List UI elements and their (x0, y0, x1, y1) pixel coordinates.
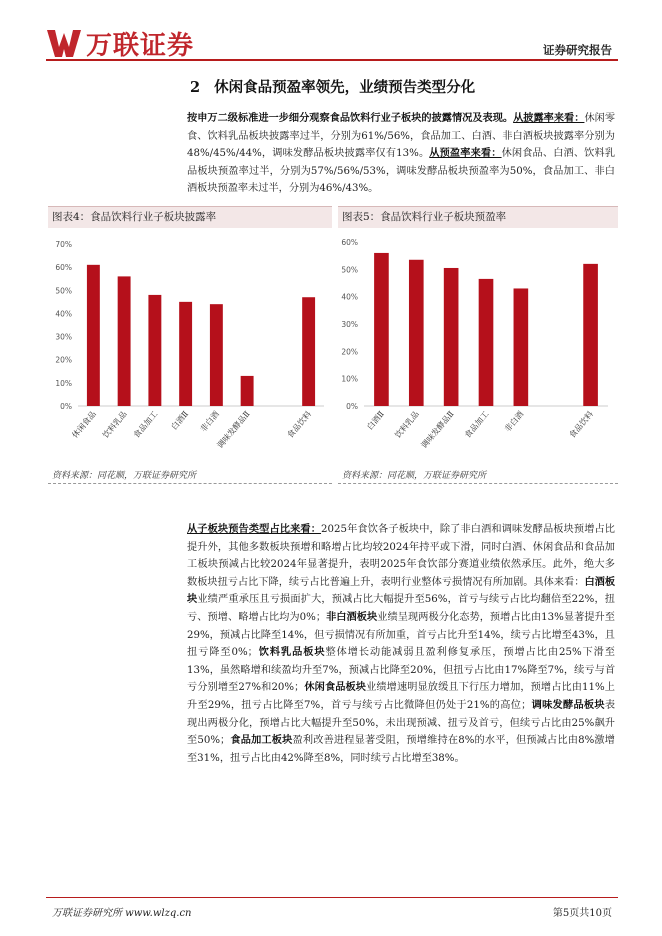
brand-name: 万联证券 (86, 30, 195, 61)
y-tick-label: 0% (346, 402, 358, 411)
bar (241, 376, 254, 406)
bar (444, 268, 459, 406)
chart-right-title: 图表5：食品饮料行业子板块预盈率 (338, 206, 618, 228)
bar (118, 276, 131, 406)
intro-paragraph (187, 110, 615, 198)
chart-left-source-rule (48, 483, 332, 484)
food-processing-text: 盈利改善进程显著受阻，预增维持在8%的水平，但预减占比由8%激增至31%，扭亏占比由42%降至8%，同时续亏占比增至38%。 (187, 735, 615, 764)
header-divider (46, 59, 618, 61)
x-tick-label: 饮料乳品 (101, 409, 129, 440)
y-tick-label: 60% (55, 263, 72, 273)
forecast-type-heading: 从子板块预告类型占比来看： (187, 523, 322, 535)
seasoning-text: 表现出两极分化，预增占比大幅提升至50%，未出现预减、扭亏及首亏，但续亏占比由25%飙升至50%； (187, 699, 616, 747)
bar (583, 264, 598, 406)
baijiu-text: 业绩严重承压且亏损面扩大，预减占比大幅提升至56%，首亏与续亏占比均翻倍至22%，扭亏、预增、略增占比均为0%； (187, 594, 615, 623)
x-tick-label: 休闲食品 (70, 409, 98, 440)
profit-heading: 从预盈率来看： (429, 147, 502, 160)
x-tick-label: 食品加工 (463, 409, 491, 440)
x-tick-label: 白酒Ⅱ (169, 409, 191, 432)
x-tick-label: 食品加工 (131, 409, 160, 440)
y-tick-label: 20% (55, 355, 72, 365)
section-title (190, 76, 475, 97)
profit-text: 休闲食品、白酒、饮料乳品板块预盈率过半，分别为57%/56%/53%，调味发酵品板块预盈率为50%，食品加工、非白酒板块预盈率未过半，分别为46%/43%。 (187, 148, 616, 195)
x-tick-label: 食品饮料 (285, 409, 314, 440)
y-tick-label: 40% (55, 309, 72, 319)
beverage-dairy-heading: 饮料乳品板块 (257, 646, 326, 659)
non-baijiu-heading: 非白酒板块 (326, 610, 378, 623)
y-tick-label: 0% (60, 402, 72, 411)
section-number: 2 (190, 79, 201, 96)
y-tick-label: 50% (55, 286, 72, 296)
chart-left-source: 资料来源：同花顺，万联证券研究所 (52, 471, 197, 481)
bar (479, 279, 494, 406)
forecast-type-paragraph (187, 521, 615, 767)
bar (374, 253, 389, 406)
non-baijiu-text: 业绩呈现两极分化态势，预增占比由13%显著提升至29%，预减占比降至14%，但亏损情况有所加重，首亏占比升至14%，续亏占比增至43%，且扭亏降至0%； (187, 611, 615, 659)
y-tick-label: 40% (341, 292, 358, 302)
y-tick-label: 60% (341, 238, 358, 247)
disclosure-text: 休闲零食、饮料乳品板块披露率过半，分别为61%/56%，食品加工、白酒、非白酒板块披露率分别为48%/45%/44%，调味发酵品板块披露率仅有13%。 (187, 113, 616, 160)
report-type-label: 证券研究报告 (543, 43, 612, 57)
y-tick-label: 10% (341, 374, 358, 384)
y-tick-label: 10% (55, 378, 72, 388)
bar (514, 288, 529, 406)
bar (210, 304, 223, 406)
bar (87, 265, 100, 406)
x-tick-label: 非白酒 (198, 409, 221, 434)
y-tick-label: 30% (55, 332, 72, 342)
y-tick-label: 20% (341, 347, 358, 357)
page-number: 第5页共10页 (552, 908, 612, 919)
forecast-type-text: 2025年食饮各子板块中，除了非白酒和调味发酵品板块预增占比提升外，其他多数板块预增和略增占比均较2024年持平或下滑，同时白酒、休闲食品和食品加工板块预减占比较2024年显著提升，表明2025年食饮部分赛道业绩依然承压。此外，绝大多数板块扭亏占比下降，续亏占比普遍上升，表明行业整体亏损情况有所加剧。具体来看： (187, 524, 615, 588)
x-tick-label: 调味发酵品Ⅱ (215, 409, 252, 451)
y-tick-label: 30% (341, 320, 358, 329)
y-tick-label: 70% (55, 240, 72, 249)
intro-lead: 按申万二级标准进一步细分观察食品饮料行业子板块的披露情况及表现。 (187, 112, 514, 124)
beverage-dairy-text: 整体增长动能减弱且盈利修复承压，预增占比由25%下滑至13%，虽然略增和续盈均升至7%，预减占比降至20%，但扭亏占比由17%降至7%，续亏与首亏分别增至27%和20%； (187, 647, 615, 694)
bar (148, 295, 161, 406)
x-tick-label: 非白酒 (503, 409, 526, 434)
seasoning-heading: 调味发酵品板块 (531, 698, 605, 711)
x-tick-label: 食品饮料 (567, 409, 596, 440)
baijiu-heading: 白酒板块 (187, 575, 616, 606)
chart-left-title: 图表4：食品饮料行业子板块披露率 (48, 206, 332, 228)
chart-right-source-rule (338, 483, 618, 484)
snack-text: 业绩增速明显放缓且下行压力增加，预增占比由11%上升至29%，扭亏占比降至7%，首亏与续亏占比微降但仍处于21%的高位； (187, 682, 615, 711)
bar (179, 302, 192, 406)
footer-org: 万联证券研究所 www.wlzq.cn (52, 908, 192, 919)
chart-profit-rate (338, 228, 618, 463)
x-tick-label: 调味发酵品Ⅱ (419, 409, 456, 451)
disclosure-heading: 从披露率来看： (513, 112, 585, 124)
food-processing-heading: 食品加工板块 (230, 734, 293, 747)
section-title-text: 休闲食品预盈率领先，业绩预告类型分化 (214, 79, 476, 96)
footer-divider (46, 897, 618, 898)
bar (302, 297, 315, 406)
chart-right-source: 资料来源：同花顺，万联证券研究所 (342, 471, 487, 481)
snack-heading: 休闲食品板块 (304, 681, 367, 694)
bar (409, 260, 424, 406)
x-tick-label: 饮料乳品 (393, 409, 421, 440)
y-tick-label: 50% (341, 265, 358, 275)
brand-w-icon (46, 27, 82, 59)
chart-disclosure-rate (48, 228, 332, 463)
brand-logo (46, 26, 194, 60)
x-tick-label: 白酒Ⅱ (365, 409, 386, 432)
